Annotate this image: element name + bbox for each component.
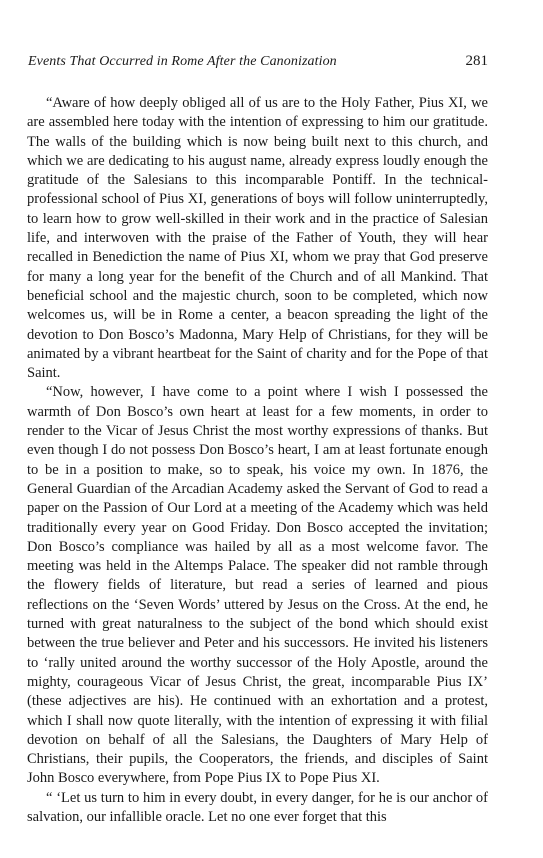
running-title: Events That Occurred in Rome After the Canonization xyxy=(28,54,337,69)
paragraph-don-bosco-voice: “Now, however, I have come to a point where I wish I possessed the warmth of Don Bosco’s own heart at least for a few moments, in order to render to the Vicar of Jesus Christ the most worthy expressions of thanks. But even though I do not possess Don Bosco’s heart, I am at least fortunate enough to be in a position to make, so to speak, his voice my own. In 1876, the General Guardian of the Arcadian Academy asked the Servant of God to read a paper on the Passion of Our Lord at a meeting of the Academy which was held traditionally every year on Good Friday. Don Bosco accepted the invitation; Don Bosco’s compliance was hailed by all as a most welcome favor. The meeting was held in the Altemps Palace. The speaker did not ramble through the flowery fields of literature, but read a series of learned and pious reflections on the ‘Seven Words’ uttered by Jesus on the Cross. At the end, he turned with great naturalness to the subject of the bond which should exist between the true believer and Peter and his successors. He invited his listeners to ‘rally united around the worthy successor of the Holy Apostle, around the mighty, courageous Vicar of Jesus Christ, the great, incomparable Pius IX’ (these adjectives are his). He continued with an exhortation and a protest, which I shall now quote literally, with the intention of expressing it with filial devotion on behalf of all the Salesians, the Daughters of Mary Help of Christians, their pupils, the Cooperators, the friends, and disciples of Saint John Bosco everywhere, from Pope Pius IX to Pope Pius XI. xyxy=(27,384,488,787)
paragraph-quote-start: “ ‘Let us turn to him in every doubt, in every danger, for he is our anchor of salvation, our infallible oracle. Let no one ever forget that this xyxy=(27,789,488,825)
page-number: 281 xyxy=(465,53,488,69)
body-text xyxy=(27,94,488,827)
running-head xyxy=(28,54,488,74)
paragraph-papal-gratitude: “Aware of how deeply obliged all of us are to the Holy Father, Pius XI, we are assembled here today with the intention of expressing to him our gratitude. The walls of the building which is now being built next to this church, and which we are dedicating to his august name, already express loudly enough the gratitude of the Salesians to this incomparable Pontiff. In the technical-professional school of Pius XI, generations of boys will follow uninterruptedly, to learn how to grow well-skilled in their work and in the practice of Salesian life, and interwoven with the praise of the Father of Youth, they will hear recalled in Benediction the name of Pius XI, whom we pray that God preserve for many a long year for the benefit of the Church and of all Mankind. That beneficial school and the majestic church, soon to be completed, which now welcomes us, will be in Rome a center, a beacon spreading the light of the devotion to Don Bosco’s Madonna, Mary Help of Christians, for they will be animated by a vibrant heartbeat for the Saint of charity and for the Pope of that Saint. xyxy=(27,95,488,382)
